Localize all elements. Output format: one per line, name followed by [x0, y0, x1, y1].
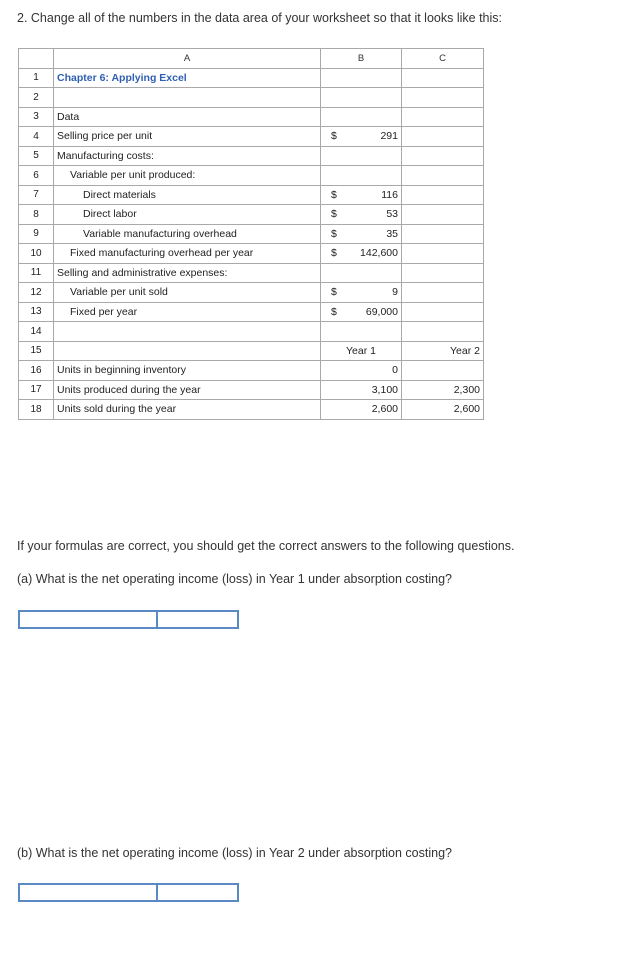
cell-c[interactable] — [402, 263, 484, 283]
cell-a[interactable]: Units produced during the year — [54, 380, 321, 400]
cell-value: 35 — [386, 227, 398, 240]
row-number[interactable]: 9 — [19, 224, 54, 244]
column-header-b[interactable]: B — [321, 49, 402, 69]
sheet-row — [19, 68, 484, 88]
sheet-row — [19, 302, 484, 322]
cell-a[interactable]: Chapter 6: Applying Excel — [54, 68, 321, 88]
sheet-row — [19, 361, 484, 381]
row-number[interactable]: 11 — [19, 263, 54, 283]
column-header-a[interactable]: A — [54, 49, 321, 69]
cell-b[interactable] — [321, 380, 402, 400]
sheet-row — [19, 283, 484, 303]
cell-c[interactable] — [402, 205, 484, 225]
cell-c[interactable] — [402, 68, 484, 88]
cell-a[interactable]: Selling and administrative expenses: — [54, 263, 321, 283]
sheet-row — [19, 263, 484, 283]
cell-value: 2,600 — [371, 403, 398, 416]
question-b-text: (b) What is the net operating income (loss) in Year 2 under absorption costing? — [17, 846, 452, 860]
cell-value: 116 — [381, 188, 398, 201]
row-number[interactable]: 16 — [19, 361, 54, 381]
sheet-row — [19, 400, 484, 420]
row-number[interactable]: 13 — [19, 302, 54, 322]
cell-c[interactable] — [402, 107, 484, 127]
row-number[interactable]: 5 — [19, 146, 54, 166]
row-number[interactable]: 18 — [19, 400, 54, 420]
row-number[interactable]: 3 — [19, 107, 54, 127]
cell-b[interactable] — [321, 88, 402, 108]
row-number[interactable]: 12 — [19, 283, 54, 303]
cell-b[interactable] — [321, 302, 402, 322]
row-number[interactable]: 14 — [19, 322, 54, 342]
cell-c[interactable]: Year 2 — [402, 341, 484, 361]
cell-b[interactable] — [321, 127, 402, 147]
cell-c[interactable] — [402, 302, 484, 322]
row-number[interactable]: 1 — [19, 68, 54, 88]
cell-a[interactable]: Direct labor — [54, 205, 321, 225]
row-number[interactable]: 4 — [19, 127, 54, 147]
answer-a-box — [18, 610, 239, 629]
column-header-c[interactable]: C — [402, 49, 484, 69]
row-number[interactable]: 17 — [19, 380, 54, 400]
cell-value: 69,000 — [365, 305, 398, 318]
cell-b[interactable] — [321, 107, 402, 127]
cell-a[interactable]: Units in beginning inventory — [54, 361, 321, 381]
answer-b-amount-field[interactable] — [158, 885, 304, 900]
cell-c[interactable] — [402, 361, 484, 381]
cell-c[interactable] — [402, 224, 484, 244]
spreadsheet — [18, 48, 484, 420]
cell-b[interactable] — [321, 283, 402, 303]
intro-text: If your formulas are correct, you should get the correct answers to the following questions. — [17, 539, 515, 553]
currency-symbol: $ — [331, 227, 337, 240]
cell-a[interactable]: Variable manufacturing overhead — [54, 224, 321, 244]
sheet-row — [19, 205, 484, 225]
answer-b-label-field[interactable] — [20, 885, 158, 900]
row-number[interactable]: 7 — [19, 185, 54, 205]
cell-c[interactable]: 2,600 — [402, 400, 484, 420]
sheet-row — [19, 146, 484, 166]
answer-b-box — [18, 883, 239, 902]
cell-a[interactable]: Manufacturing costs: — [54, 146, 321, 166]
cell-a[interactable]: Direct materials — [54, 185, 321, 205]
sheet-body — [19, 68, 484, 419]
cell-a[interactable]: Data — [54, 107, 321, 127]
currency-symbol: $ — [331, 130, 337, 143]
cell-c[interactable] — [402, 166, 484, 186]
question-a-text: (a) What is the net operating income (loss) in Year 1 under absorption costing? — [17, 572, 452, 586]
sheet-row — [19, 244, 484, 264]
row-number[interactable]: 2 — [19, 88, 54, 108]
cell-b[interactable] — [321, 205, 402, 225]
sheet-row — [19, 166, 484, 186]
cell-b[interactable]: Year 1 — [321, 341, 402, 361]
sheet-row — [19, 224, 484, 244]
cell-c[interactable] — [402, 88, 484, 108]
cell-value: 53 — [386, 208, 398, 221]
cell-b[interactable] — [321, 166, 402, 186]
cell-a[interactable] — [54, 88, 321, 108]
row-number[interactable]: 6 — [19, 166, 54, 186]
column-header-row — [19, 49, 484, 69]
cell-b[interactable] — [321, 224, 402, 244]
cell-b[interactable] — [321, 322, 402, 342]
cell-c[interactable] — [402, 146, 484, 166]
sheet-row — [19, 88, 484, 108]
cell-a[interactable]: Fixed per year — [54, 302, 321, 322]
currency-symbol: $ — [331, 188, 337, 201]
cell-a[interactable]: Variable per unit produced: — [54, 166, 321, 186]
row-number[interactable]: 10 — [19, 244, 54, 264]
sheet-row — [19, 322, 484, 342]
cell-a[interactable]: Units sold during the year — [54, 400, 321, 420]
cell-a[interactable] — [54, 341, 321, 361]
sheet-row — [19, 380, 484, 400]
cell-b[interactable] — [321, 361, 402, 381]
cell-c[interactable] — [402, 127, 484, 147]
answer-a-label-field[interactable] — [20, 612, 158, 627]
cell-c[interactable] — [402, 185, 484, 205]
cell-c[interactable]: 2,300 — [402, 380, 484, 400]
cell-value: 142,600 — [360, 247, 398, 260]
cell-value: 291 — [380, 130, 398, 143]
cell-c[interactable] — [402, 244, 484, 264]
sheet-row — [19, 127, 484, 147]
cell-c[interactable] — [402, 322, 484, 342]
currency-symbol: $ — [331, 247, 337, 260]
currency-symbol: $ — [331, 286, 337, 299]
sheet-row — [19, 107, 484, 127]
sheet-row — [19, 185, 484, 205]
answer-a-amount-field[interactable] — [158, 612, 304, 627]
cell-a[interactable]: Selling price per unit — [54, 127, 321, 147]
cell-b[interactable] — [321, 146, 402, 166]
cell-value: 9 — [392, 286, 398, 299]
currency-symbol: $ — [331, 208, 337, 221]
cell-a[interactable]: Fixed manufacturing overhead per year — [54, 244, 321, 264]
corner-cell — [19, 49, 54, 69]
cell-value: 3,100 — [371, 383, 398, 396]
cell-b[interactable] — [321, 185, 402, 205]
cell-b[interactable] — [321, 68, 402, 88]
currency-symbol: $ — [331, 305, 337, 318]
cell-value: 0 — [392, 364, 398, 377]
instruction-text: 2. Change all of the numbers in the data area of your worksheet so that it looks like this: — [17, 11, 502, 25]
sheet-row — [19, 341, 484, 361]
row-number[interactable]: 15 — [19, 341, 54, 361]
cell-b[interactable] — [321, 263, 402, 283]
cell-b[interactable] — [321, 244, 402, 264]
row-number[interactable]: 8 — [19, 205, 54, 225]
cell-b[interactable] — [321, 400, 402, 420]
cell-a[interactable] — [54, 322, 321, 342]
cell-a[interactable]: Variable per unit sold — [54, 283, 321, 303]
cell-c[interactable] — [402, 283, 484, 303]
